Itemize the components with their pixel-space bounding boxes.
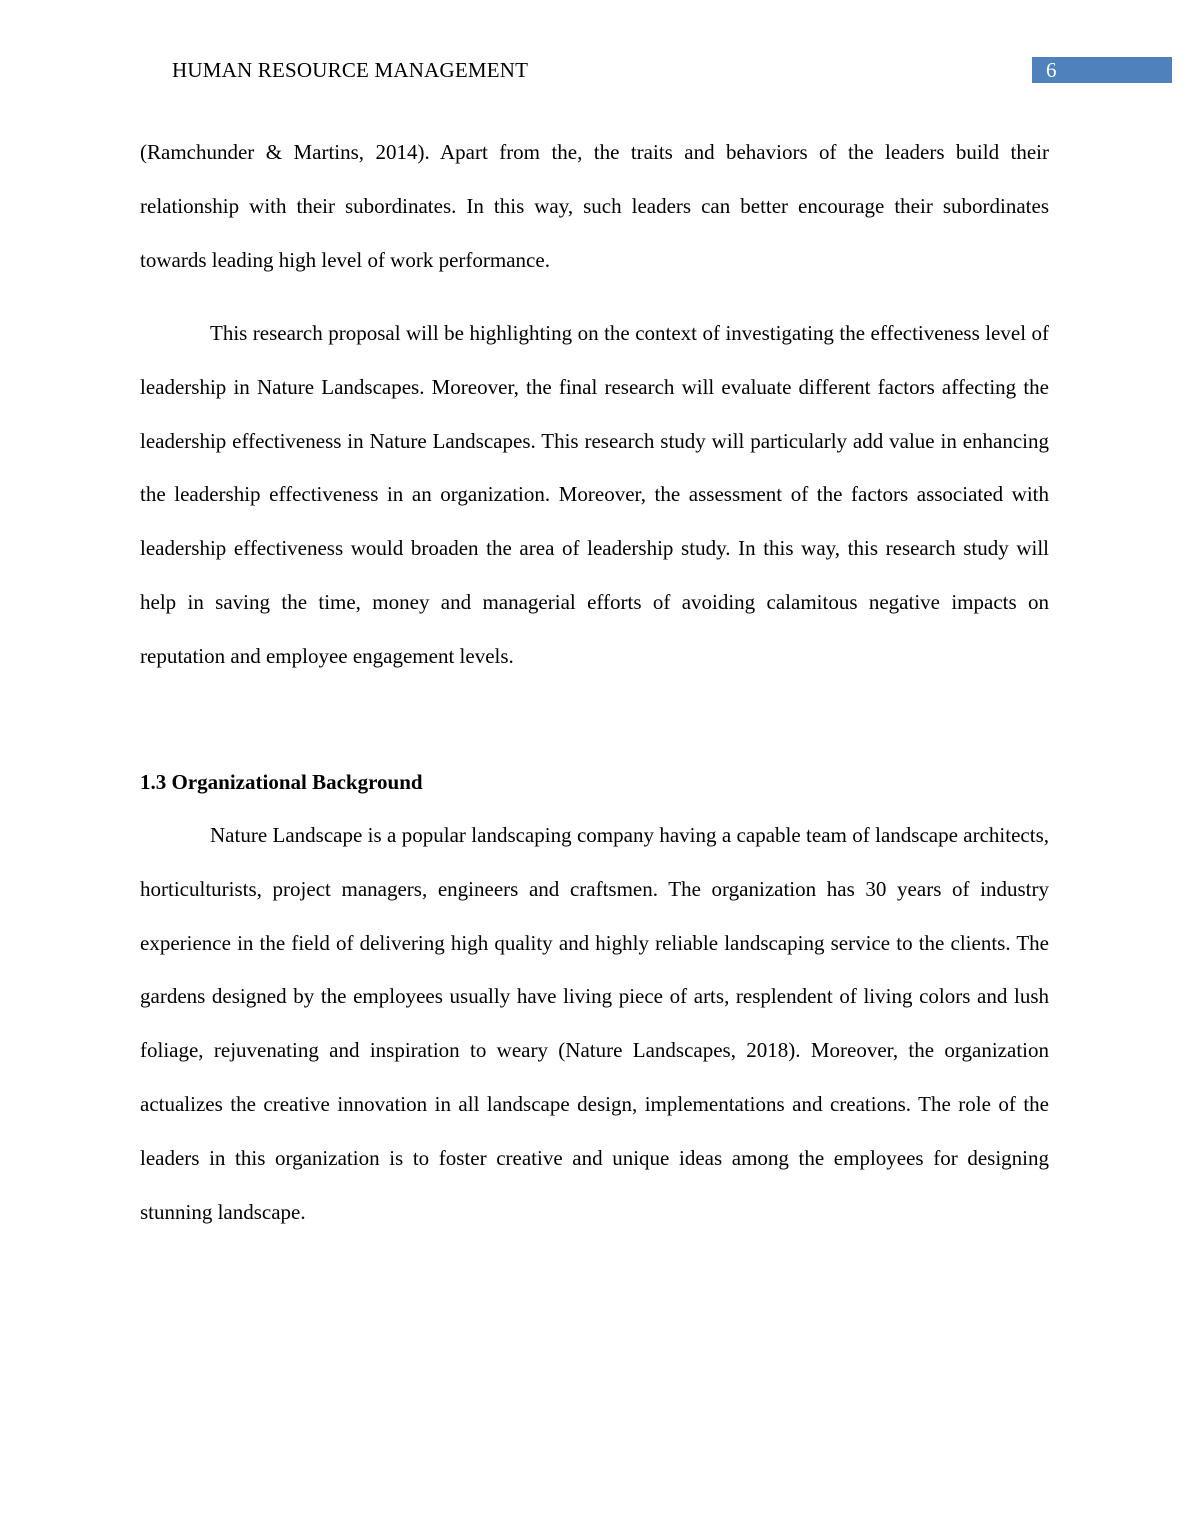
section-heading-block [140,756,1049,810]
paragraph-1-block [140,126,1049,287]
paragraph-3-block [140,809,1049,1239]
page-number: 6 [1046,58,1057,82]
paragraph-2: This research proposal will be highlighting on the context of investigating the effectiveness level of leadership in Nature Landscapes. Moreover, the final research will evaluate different factors affecting the leadership effectiveness in Nature Landscapes. This research study will particularly add value in enhancing the leadership effectiveness in an organization. Moreover, the assessment of the factors associated with leadership effectiveness would broaden the area of leadership study. In this way, this research study will help in saving the time, money and managerial efforts of avoiding calamitous negative impacts on reputation and employee engagement levels. [140,321,1049,668]
page-number-band [1032,57,1172,83]
section-heading: 1.3 Organizational Background [140,770,423,794]
paragraph-3: Nature Landscape is a popular landscaping company having a capable team of landscape architects, horticulturists, project managers, engineers and craftsmen. The organization has 30 years of industry experience in the field of delivering high quality and highly reliable landscaping service to the clients. The gardens designed by the employees usually have living piece of arts, resplendent of living colors and lush foliage, rejuvenating and inspiration to weary (Nature Landscapes, 2018). Moreover, the organization actualizes the creative innovation in all landscape design, implementations and creations. The role of the leaders in this organization is to foster creative and unique ideas among the employees for designing stunning landscape. [140,823,1049,1224]
paragraph-1: (Ramchunder & Martins, 2014). Apart from the, the traits and behaviors of the leaders build their relationship with their subordinates. In this way, such leaders can better encourage their subordinates towards leading high level of work performance. [140,140,1049,272]
paragraph-2-block [140,307,1049,684]
running-head: HUMAN RESOURCE MANAGEMENT [172,58,529,82]
